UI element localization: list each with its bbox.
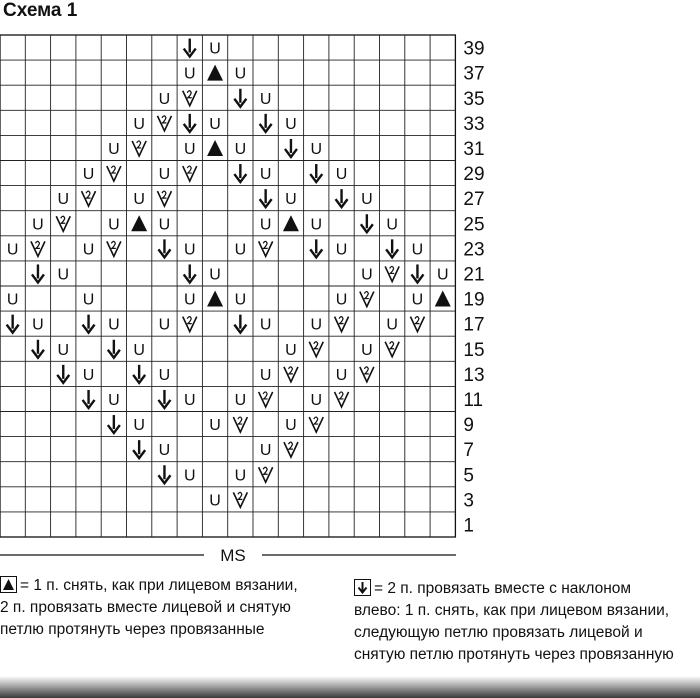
yarn-over-mark: U — [158, 90, 171, 108]
chart-grid — [0, 35, 455, 537]
yarn-over-mark: U — [285, 191, 297, 209]
yarn-over-mark: U — [108, 216, 120, 234]
yarn-over-mark: U — [259, 216, 272, 234]
yarn-over-mark: U — [158, 216, 171, 234]
row-number: 11 — [463, 389, 484, 411]
yarn-over-mark: U — [259, 442, 272, 460]
yarn-over-mark: U — [411, 291, 424, 309]
yarn-over-mark: U — [82, 241, 95, 259]
yarn-over-mark: U — [335, 241, 348, 259]
yarn-over-mark: U — [183, 241, 196, 259]
legend-k3tog — [0, 575, 350, 641]
k3tog-legend-icon — [0, 576, 17, 593]
yarn-over-mark: U — [183, 140, 196, 158]
ms-label: MS — [220, 546, 246, 565]
yarn-over-mark: U — [82, 166, 95, 184]
yarn-over-mark: U — [386, 316, 398, 334]
row-number: 13 — [463, 364, 485, 386]
row-number: 17 — [463, 314, 485, 336]
yarn-over-mark: U — [209, 115, 221, 133]
legend-k2tog-text-1: = 2 п. провязать вместе с наклоном — [374, 580, 632, 597]
yarn-over-mark: U — [183, 65, 196, 83]
row-number: 33 — [463, 113, 485, 135]
yarn-over-mark: U — [133, 417, 145, 435]
yarn-over-mark: U — [209, 417, 221, 435]
legend-k3tog-text-3: петлю протянуть через провязанные — [0, 621, 265, 638]
yarn-over-mark: U — [183, 291, 196, 309]
row-number: 39 — [463, 38, 485, 60]
yarn-over-mark: U — [234, 241, 247, 259]
row-number: 9 — [463, 415, 474, 437]
yarn-over-mark: U — [158, 316, 171, 334]
yarn-over-mark: U — [335, 166, 348, 184]
yarn-over-mark: U — [234, 467, 247, 485]
yarn-over-mark: U — [82, 366, 95, 384]
yarn-over-mark: U — [108, 316, 120, 334]
row-number: 3 — [463, 490, 474, 512]
yarn-over-mark: U — [361, 266, 373, 284]
yarn-over-mark: U — [259, 366, 272, 384]
yarn-over-mark: U — [158, 166, 171, 184]
legend-k2tog-text-4: снятую петлю протянуть через провязанную — [354, 646, 674, 663]
chart-title: Схема 1 — [3, 0, 78, 21]
row-number: 37 — [463, 63, 485, 85]
legend-k3tog-text-2: 2 п. провязать вместе лицевой и снятую — [0, 599, 291, 616]
yarn-over-mark: U — [310, 391, 323, 409]
yarn-over-mark: U — [386, 216, 398, 234]
legend-k2tog-text-2: влево: 1 п. снять, как при лицевом вязании, — [354, 602, 670, 619]
row-number: 19 — [463, 289, 485, 311]
yarn-over-mark: U — [411, 241, 424, 259]
yarn-over-mark: U — [285, 417, 297, 435]
yarn-over-mark: U — [158, 366, 171, 384]
yarn-over-mark: U — [57, 341, 70, 359]
yarn-over-mark: U — [234, 391, 247, 409]
yarn-over-mark: U — [133, 341, 145, 359]
yarn-over-mark: U — [361, 191, 373, 209]
yarn-over-mark: U — [310, 140, 323, 158]
yarn-over-mark: U — [32, 216, 44, 234]
row-number: 31 — [463, 138, 485, 160]
yarn-over-mark: U — [209, 492, 221, 510]
legend-k3tog-text-1: = 1 п. снять, как при лицевом вязании, — [20, 577, 298, 594]
yarn-over-mark: U — [209, 40, 221, 58]
legend-k2tog — [354, 578, 694, 666]
legend-k2tog-line-1 — [354, 578, 694, 600]
yarn-over-mark: U — [133, 191, 145, 209]
yarn-over-mark: U — [234, 291, 247, 309]
k2tog-legend-icon — [354, 579, 371, 596]
yarn-over-mark: U — [158, 442, 171, 460]
row-number: 21 — [463, 264, 485, 286]
yarn-over-mark: U — [108, 140, 120, 158]
yarn-over-mark: U — [6, 291, 19, 309]
yarn-over-mark: U — [57, 266, 70, 284]
row-number: 23 — [463, 239, 485, 261]
yarn-over-mark: U — [335, 291, 348, 309]
row-numbers — [463, 39, 484, 537]
yarn-over-mark: U — [335, 366, 348, 384]
yarn-over-mark: U — [234, 140, 247, 158]
row-number: 25 — [463, 214, 485, 236]
yarn-over-mark: U — [57, 191, 70, 209]
page-bottom-shade — [0, 676, 700, 698]
row-number: 5 — [463, 465, 474, 487]
row-number: 7 — [463, 440, 474, 462]
yarn-over-mark: U — [6, 241, 19, 259]
yarn-over-mark: U — [133, 115, 145, 133]
yarn-over-mark: U — [234, 65, 247, 83]
yarn-over-mark: U — [310, 316, 323, 334]
yarn-over-mark: U — [436, 266, 449, 284]
yarn-over-mark: U — [285, 115, 297, 133]
yarn-over-mark: U — [183, 391, 196, 409]
yarn-over-mark: U — [361, 341, 373, 359]
row-number: 35 — [463, 88, 485, 110]
yarn-over-mark: U — [108, 391, 120, 409]
yarn-over-mark: U — [32, 316, 44, 334]
yarn-over-mark: U — [259, 90, 272, 108]
legend-k2tog-text-3: следующую петлю провязать лицевой и — [354, 624, 643, 641]
yarn-over-mark: U — [285, 341, 297, 359]
yarn-over-mark: U — [82, 291, 95, 309]
row-number: 1 — [463, 515, 474, 537]
yarn-over-mark: U — [209, 266, 221, 284]
yarn-over-mark: U — [310, 216, 323, 234]
legend-k3tog-line-1 — [0, 575, 350, 597]
yarn-over-mark: U — [259, 316, 272, 334]
yarn-over-mark: U — [183, 467, 196, 485]
yarn-over-mark: U — [259, 166, 272, 184]
row-number: 15 — [463, 339, 485, 361]
row-number: 27 — [463, 189, 485, 211]
repeat-marker — [0, 546, 456, 565]
row-number: 29 — [463, 164, 485, 186]
